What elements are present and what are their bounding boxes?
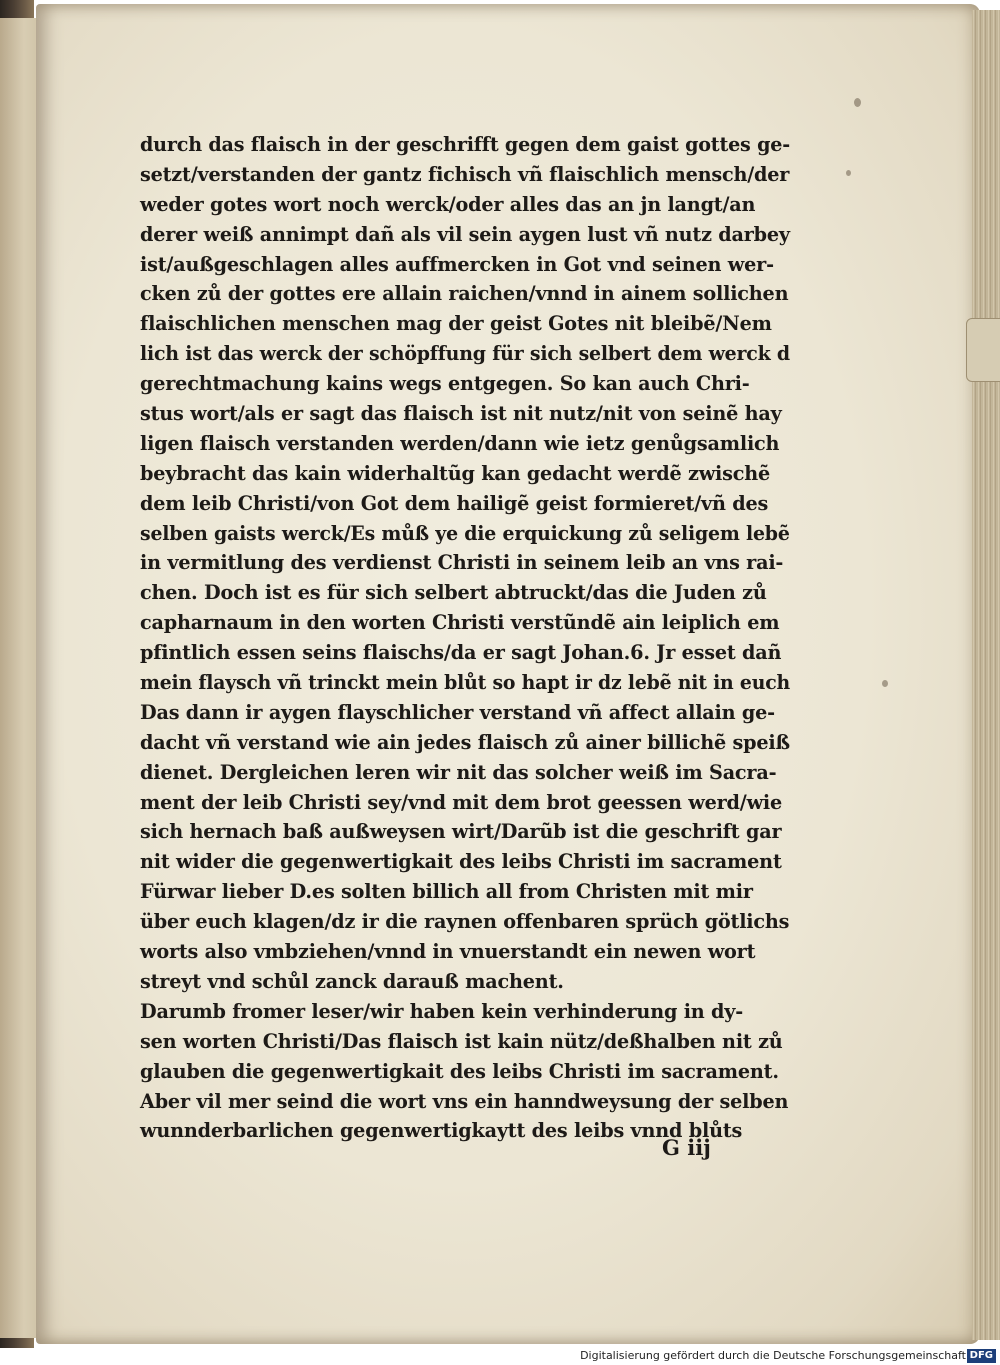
text-line: lich ist das werck der schöpffung für sich selbert dem werck d [140, 342, 790, 366]
text-line: beybracht das kain widerhaltũg kan gedacht werdẽ zwischẽ [140, 461, 771, 485]
text-line: ligen flaisch verstanden werden/dann wie ietz genůgsamlich [140, 431, 780, 455]
text-line: wunnderbarlichen gegenwertigkaytt des leibs vnnd blůts [140, 1119, 743, 1143]
text-line: Aber vil mer seind die wort vns ein hanndweysung der selben [140, 1089, 789, 1113]
text-line: cken zů der gottes ere allain raichen/vnnd in ainem sollichen [140, 282, 789, 306]
text-line: in vermitlung des verdienst Christi in seinem leib an vns rai- [140, 551, 784, 575]
text-line: glauben die gegenwertigkait des leibs Christi im sacrament. [140, 1059, 779, 1083]
text-line: über euch klagen/dz ir die raynen offenbaren sprüch götlichs [140, 910, 790, 934]
text-line: durch das flaisch in der geschrifft gegen dem gaist gottes ge- [140, 133, 790, 156]
text-line: dienet. Dergleichen leren wir nit das solcher weiß im Sacra- [140, 760, 777, 784]
text-line: chen. Doch ist es für sich selbert abtruckt/das die Juden zů [140, 581, 767, 605]
footer-credit: Digitalisierung gefördert durch die Deutsche Forschungsgemeinschaft [580, 1349, 966, 1362]
text-line: gerechtmachung kains wegs entgegen. So kan auch Chri- [140, 372, 750, 396]
text-line: pfintlich essen seins flaischs/da er sagt Johan.6. Jr esset dañ [140, 641, 782, 665]
page-tab-marker [966, 318, 1000, 382]
text-line: dacht vñ verstand wie ain jedes flaisch zů ainer billichẽ speiß [140, 730, 790, 754]
text-line: sen worten Christi/Das flaisch ist kain nütz/deßhalben nit zů [140, 1029, 783, 1053]
page-stain [846, 170, 851, 176]
body-text [140, 130, 800, 1146]
footer-bar [0, 1348, 1000, 1365]
text-line: mein flaysch vñ trinckt mein blůt so hapt ir dz lebẽ nit in euch [140, 671, 790, 695]
text-line: Darumb fromer leser/wir haben kein verhinderung in dy- [140, 999, 744, 1023]
dfg-logo: DFG [967, 1349, 996, 1363]
text-line: streyt vnd schůl zanck darauß machent. [140, 969, 564, 993]
signature-mark: G iij [662, 1135, 711, 1160]
text-line: Fürwar lieber D.es solten billich all from Christen mit mir [140, 880, 753, 904]
previous-page-edge [0, 18, 41, 1338]
text-line: selben gaists werck/Es můß ye die erquickung zů seligem lebẽ [140, 521, 790, 545]
text-line: dem leib Christi/von Got dem hailigẽ geist formieret/vñ des [140, 491, 769, 515]
text-line: ment der leib Christi sey/vnd mit dem brot geessen werd/wie [140, 790, 783, 814]
text-line: weder gotes wort noch werck/oder alles das an jn langt/an [140, 192, 756, 216]
page-stack-edges [972, 10, 1000, 1340]
page-stain [882, 680, 888, 687]
text-line: stus wort/als er sagt das flaisch ist nit nutz/nit von seinẽ hay [140, 402, 782, 426]
text-line: worts also vmbziehen/vnnd in vnuerstandt ein newen wort [140, 940, 756, 964]
text-line: capharnaum in den worten Christi verstũndẽ ain leiplich em [140, 611, 780, 635]
text-line: setzt/verstanden der gantz fichisch vñ flaischlich mensch/der [140, 162, 790, 186]
text-line: nit wider die gegenwertigkait des leibs Christi im sacrament [140, 850, 782, 874]
text-line: sich hernach baß außweysen wirt/Darũb ist die geschrift gar [140, 820, 782, 844]
text-line: ist/außgeschlagen alles auffmercken in Got vnd seinen wer- [140, 252, 774, 276]
text-line: flaischlichen menschen mag der geist Gotes nit bleibẽ/Nem [140, 312, 772, 336]
page-stain [854, 98, 861, 107]
text-line: derer weiß annimpt dañ als vil sein aygen lust vñ nutz darbey [140, 222, 790, 246]
text-line: Das dann ir aygen flayschlicher verstand vñ affect allain ge- [140, 700, 775, 724]
